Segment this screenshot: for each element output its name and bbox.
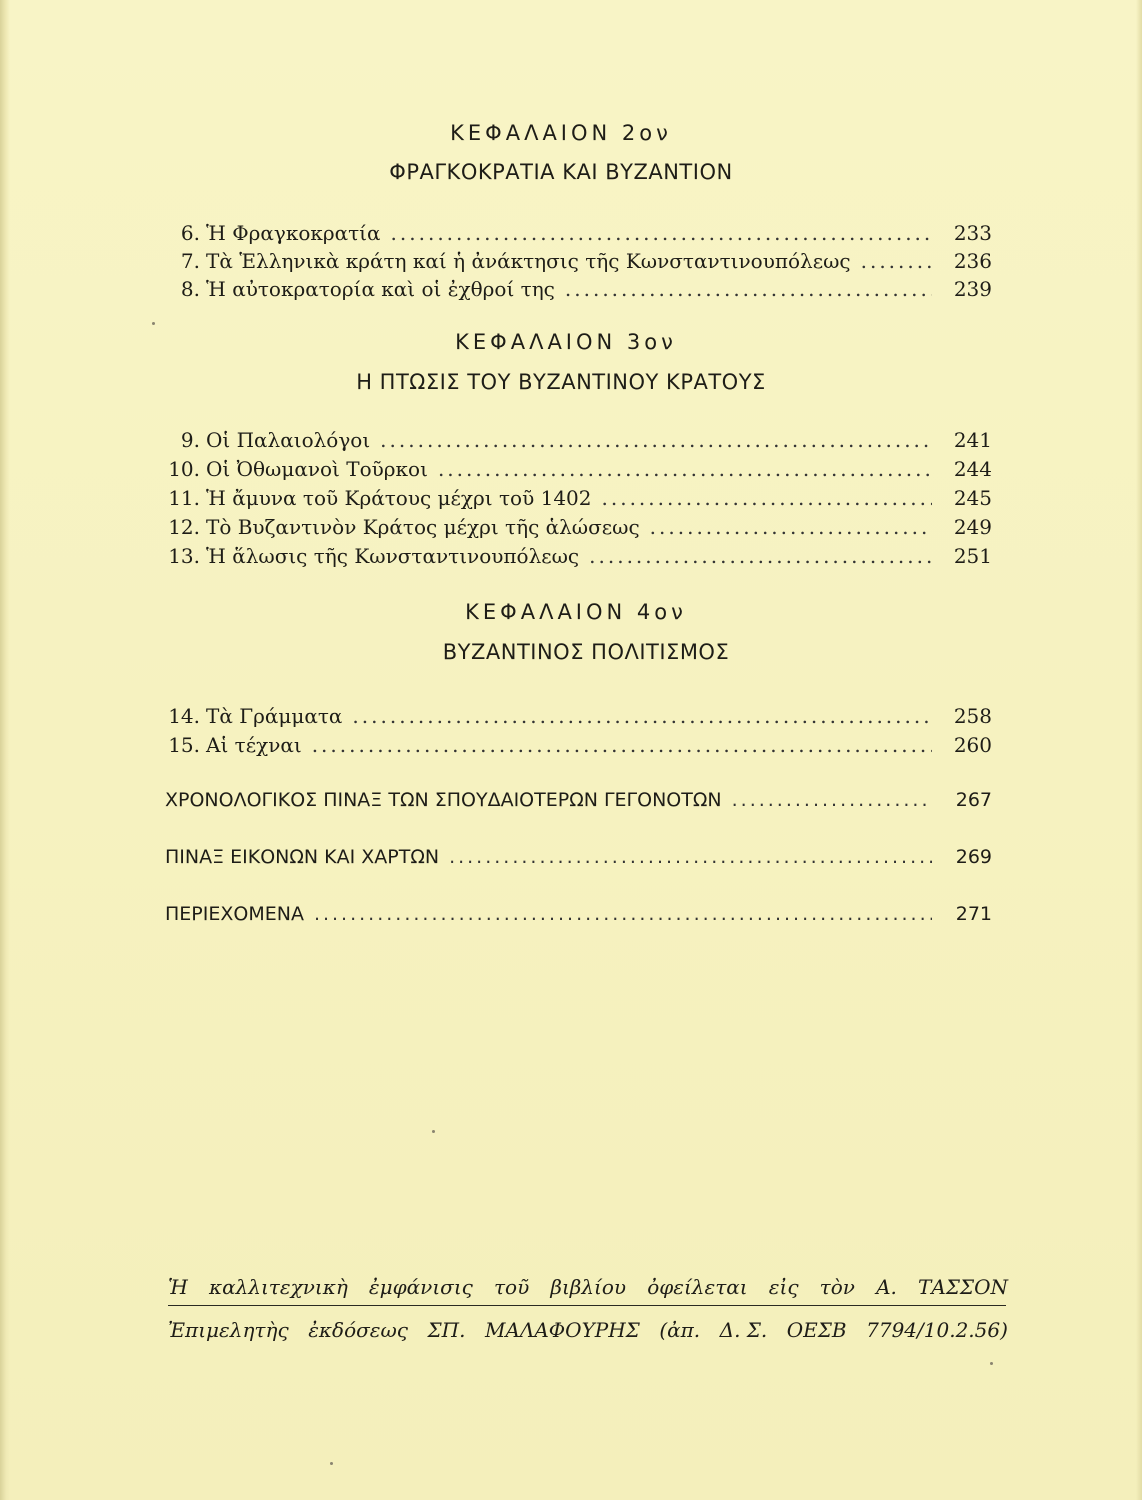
dot-leader (602, 486, 933, 510)
chapter-heading: ΚΕΦΑΛΑΙΟΝ 3ον (455, 330, 677, 354)
credit-word: Ἐπιμελητὴς (168, 1318, 289, 1342)
entry-number: 11. (168, 486, 200, 510)
entry-title: Τὰ Ἑλληνικὰ κράτη καί ἡ ἀνάκτησις τῆς Κωνσταντινουπόλεως (206, 249, 851, 273)
entry-number: 9. (180, 428, 200, 452)
appendix-title: ΧΡΟΝΟΛΟΓΙΚΟΣ ΠΙΝΑΞ ΤΩΝ ΣΠΟΥΔΑΙΟΤΕΡΩΝ ΓΕΓΟΝΟΤΩΝ (165, 789, 722, 811)
dot-leader (438, 457, 932, 481)
credit-word: ὀφείλεται (647, 1275, 748, 1299)
dot-leader (312, 733, 932, 757)
dot-leader (589, 544, 932, 568)
entry-number: 15. (168, 733, 200, 757)
paper-speck (990, 1362, 993, 1365)
paper-speck (152, 322, 155, 325)
credit-word: καλλιτεχνικὴ (208, 1275, 348, 1299)
credits-line-editor (168, 1318, 1008, 1342)
entry-number: 13. (168, 544, 200, 568)
appendix-title: ΠΕΡΙΕΧΟΜΕΝΑ (165, 903, 304, 925)
entry-title: Τὰ Γράμματα (206, 704, 343, 728)
credit-word: Ἡ (168, 1275, 188, 1299)
credits-line-design (168, 1275, 1008, 1299)
chapter-subtitle: Η ΠΤΩΣΙΣ ΤΟΥ ΒΥΖΑΝΤΙΝΟΥ ΚΡΑΤΟΥΣ (356, 370, 766, 394)
entry-title: Οἱ Ὀθωμανοὶ Τοῦρκοι (206, 457, 428, 481)
credit-word: ἐκδόσεως (308, 1318, 409, 1342)
credit-word: Α. (876, 1275, 897, 1299)
toc-entry (160, 249, 1000, 277)
toc-entry (160, 704, 1000, 732)
credit-word: ΣΠ. (427, 1318, 466, 1342)
toc-entry (160, 221, 1000, 249)
entry-page: 251 (953, 544, 992, 568)
entry-title: Οἱ Παλαιολόγοι (206, 428, 371, 452)
appendix-page: 267 (955, 789, 992, 811)
toc-entry (160, 515, 1000, 543)
entry-number: 8. (180, 277, 200, 301)
page-left-edge (0, 0, 10, 1500)
credit-word: ΟΕΣΒ (786, 1318, 847, 1342)
paper-speck (330, 1462, 333, 1465)
entry-title: Αἱ τέχναι (206, 733, 302, 757)
credit-word: τὸν (819, 1275, 855, 1299)
dot-leader (861, 249, 932, 273)
appendix-entry (165, 903, 1000, 931)
entry-number: 10. (168, 457, 200, 481)
appendix-entry (165, 789, 1000, 817)
toc-entry (160, 544, 1000, 572)
chapter-heading: ΚΕΦΑΛΑΙΟΝ 4ον (465, 600, 687, 624)
entry-number: 6. (180, 221, 200, 245)
dot-leader (352, 704, 932, 728)
dot-leader (732, 789, 932, 811)
dot-leader (565, 277, 932, 301)
entry-title: Ἡ Φραγκοκρατία (206, 221, 381, 245)
entry-number: 12. (168, 515, 200, 539)
chapter-subtitle: ΦΡΑΓΚΟΚΡΑΤΙΑ ΚΑΙ ΒΥΖΑΝΤΙΟΝ (389, 160, 733, 184)
entry-number: 14. (168, 704, 200, 728)
toc-entry (160, 733, 1000, 761)
toc-entry (160, 428, 1000, 456)
appendix-page: 269 (955, 846, 992, 868)
credit-word: τοῦ (493, 1275, 530, 1299)
credit-word: βιβλίου (550, 1275, 627, 1299)
toc-entry (160, 457, 1000, 485)
credit-word: εἰς (768, 1275, 799, 1299)
entry-title: Ἡ αὐτοκρατορία καὶ οἱ ἐχθροί της (206, 277, 555, 301)
dot-leader (314, 903, 932, 925)
credit-word: ΤΑΣΣΟΝ (918, 1275, 1008, 1299)
entry-page: 236 (953, 249, 992, 273)
entry-page: 258 (953, 704, 992, 728)
credit-word: 7794/10.2.56) (866, 1318, 1008, 1342)
dot-leader (380, 428, 932, 452)
credit-word: ΜΑΛΑΦΟΥΡΗΣ (484, 1318, 640, 1342)
credit-word: ἐμφάνισις (368, 1275, 473, 1299)
appendix-page: 271 (955, 903, 992, 925)
dot-leader (650, 515, 932, 539)
dot-leader (449, 846, 932, 868)
footer-divider (168, 1305, 1006, 1306)
entry-page: 245 (953, 486, 992, 510)
entry-title: Ἡ ἄμυνα τοῦ Κράτους μέχρι τοῦ 1402 (206, 486, 592, 510)
toc-entry (160, 277, 1000, 305)
paper-speck (432, 1130, 435, 1133)
credit-word: (ἀπ. (659, 1318, 701, 1342)
entry-page: 249 (953, 515, 992, 539)
entry-page: 241 (953, 428, 992, 452)
chapter-subtitle: ΒΥΖΑΝΤΙΝΟΣ ΠΟΛΙΤΙΣΜΟΣ (442, 640, 730, 664)
credit-word: Δ. Σ. (719, 1318, 768, 1342)
entry-number: 7. (180, 249, 200, 273)
entry-title: Ἡ ἅλωσις τῆς Κωνσταντινουπόλεως (206, 544, 580, 568)
entry-page: 239 (953, 277, 992, 301)
page-right-edge (1136, 0, 1142, 1500)
appendix-title: ΠΙΝΑΞ ΕΙΚΟΝΩΝ ΚΑΙ ΧΑΡΤΩΝ (165, 846, 440, 868)
toc-entry (160, 486, 1000, 514)
dot-leader (391, 221, 932, 245)
entry-page: 233 (953, 221, 992, 245)
appendix-entry (165, 846, 1000, 874)
entry-page: 244 (953, 457, 992, 481)
entry-page: 260 (953, 733, 992, 757)
entry-title: Τὸ Βυζαντινὸν Κράτος μέχρι τῆς ἁλώσεως (206, 515, 640, 539)
chapter-heading: ΚΕΦΑΛΑΙΟΝ 2ον (450, 121, 672, 145)
